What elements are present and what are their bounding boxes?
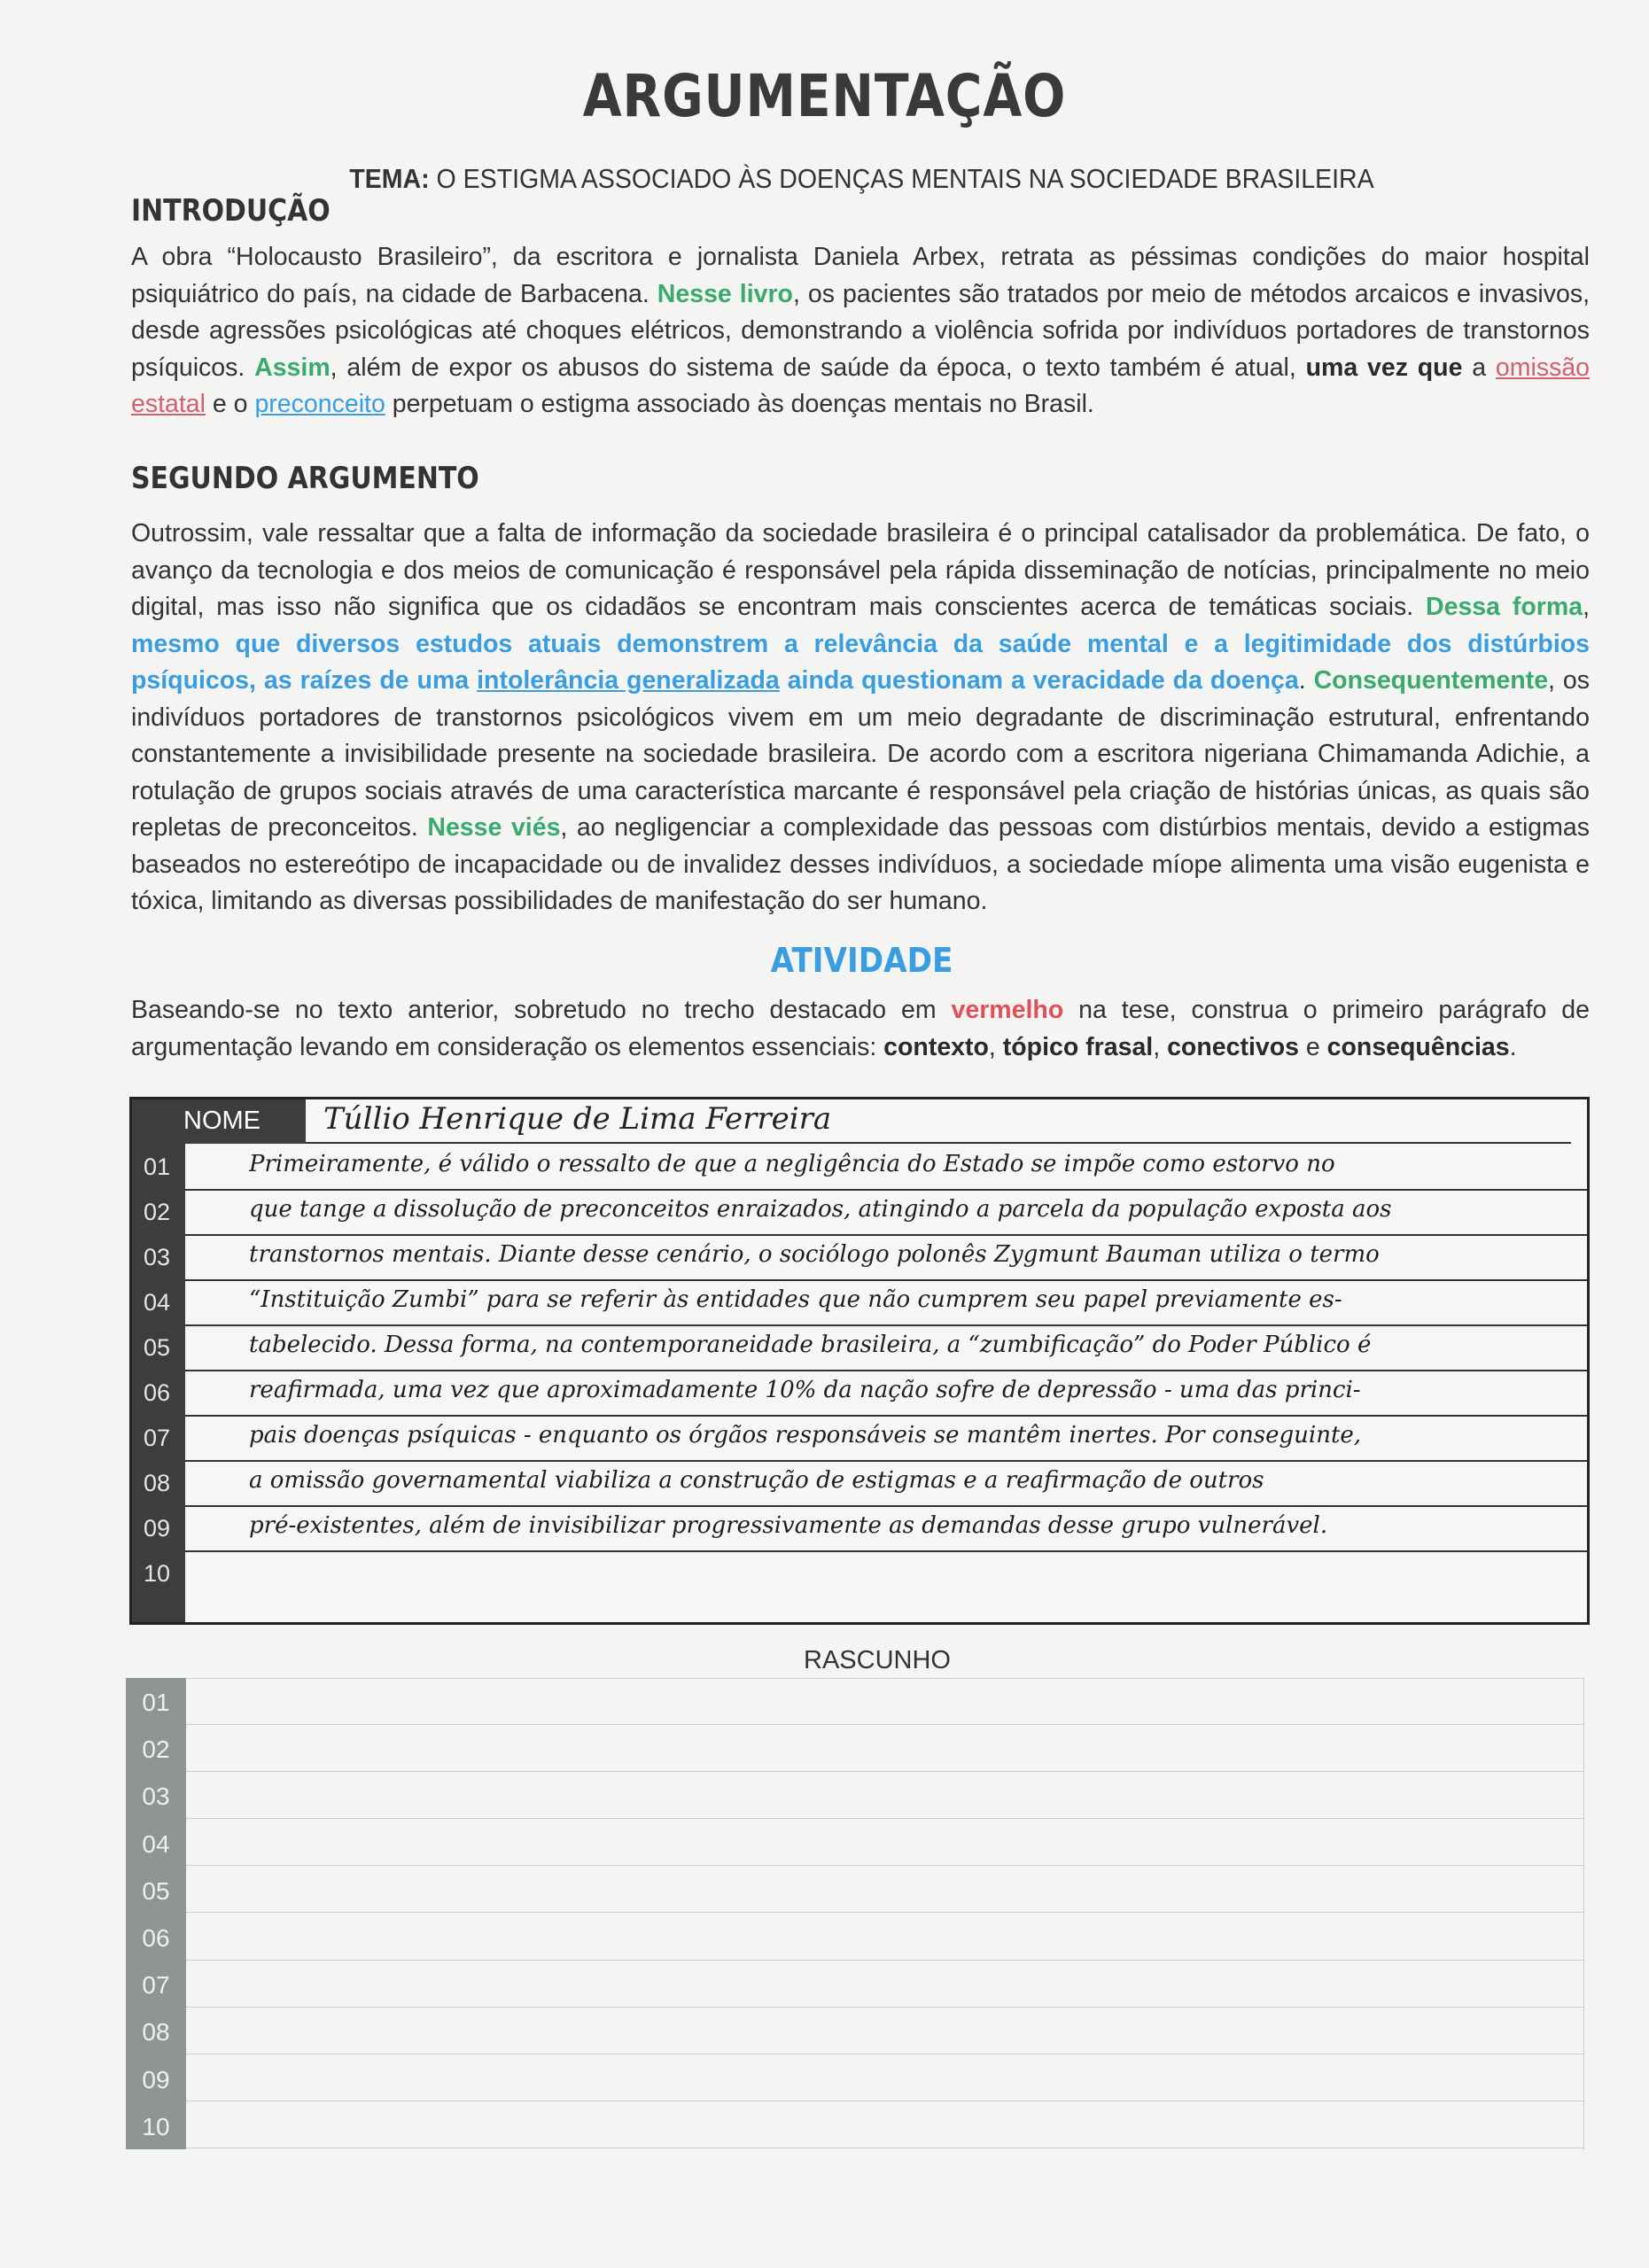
- connective: Nesse viés: [427, 813, 561, 842]
- draft-line: [186, 1678, 1584, 1725]
- draft-line: [186, 1914, 1584, 1961]
- answer-line: [185, 1279, 1587, 1326]
- draft-line: [186, 1867, 1584, 1914]
- handwritten-text: pais doenças psíquicas - enquanto os órgãos responsáveis se mantêm inertes. Por conseguinte,: [249, 1422, 1362, 1449]
- second-argument-paragraph: Outrossim, vale ressaltar que a falta de informação da sociedade brasileira é o principal catalisador da problemática. De fato, o avanço da tecnologia e dos meios de comunicação é responsável pela rápida disseminação de notícias, principalmente no meio digital, mas isso não significa que os cidadãos se encontram mais conscientes acerca de temáticas sociais. Dessa forma, mesmo que diversos estudos atuais demonstrem a relevância da saúde mental e a legitimidade dos distúrbios psíquicos, as raízes de uma intolerância generalizada ainda questionam a veracidade da doença. Consequentemente, os indivíduos portadores de transtornos psicológicos vivem em um meio degradante de discriminação estrutural, enfrentando constantemente a invisibilidade presente na sociedade brasileira. De acordo com a escritora nigeriana Chimamanda Adichie, a rotulação de grupos sociais através de uma característica marcante é responsável pela criação de histórias únicas, as quais são repletas de preconceitos. Nesse viés, ao negligenciar a complexidade das pessoas com distúrbios mentais, devido a estigmas baseados no estereótipo de incapacidade ou de invalidez desses indivíduos, a sociedade míope alimenta uma visão eugenista e tóxica, limitando as diversas possibilidades de manifestação do ser humano.: [131, 519, 1591, 915]
- handwritten-text: pré-existentes, além de invisibilizar progressivamente as demandas desse grupo vulnerável.: [249, 1512, 1328, 1539]
- line-number: 02: [143, 1199, 171, 1225]
- answer-line: [185, 1460, 1587, 1507]
- answer-line: [185, 1234, 1587, 1281]
- draft-line: [186, 1820, 1584, 1867]
- draft-line-number: 07: [142, 1971, 170, 2000]
- draft-line-number: 04: [142, 1829, 170, 1858]
- draft-line: [186, 1961, 1584, 2008]
- activity-instructions: Baseando-se no texto anterior, sobretudo no trecho destacado em vermelho na tese, construa o primeiro parágrafo de argumentação levando em consideração os elementos essenciais: contexto, tópico frasal, conectivos e consequências.: [131, 996, 1590, 1061]
- line-number: 01: [143, 1153, 171, 1180]
- line-number: 05: [143, 1334, 171, 1361]
- theme-line: [69, 163, 1649, 195]
- draft-line-number: 09: [142, 2065, 170, 2093]
- connective-bold: uma vez que: [1305, 353, 1463, 382]
- highlight-red: omissão estatal: [131, 353, 1591, 418]
- line-number: 10: [143, 1560, 171, 1587]
- draft-line-number: 08: [142, 2018, 170, 2047]
- draft-line-number: 10: [142, 2112, 170, 2140]
- name-label: NOME: [183, 1107, 261, 1135]
- connective: Assim: [254, 353, 331, 382]
- handwritten-text: tabelecido. Dessa forma, na contemporaneidade brasileira, a “zumbificação” do Poder Público é: [249, 1332, 1372, 1358]
- handwritten-text: Primeiramente, é válido o ressalto de que a negligência do Estado se impõe como estorvo no: [249, 1151, 1335, 1177]
- answer-line: [185, 1415, 1587, 1462]
- handwritten-text: a omissão governamental viabiliza a construção de estigmas e a reafirmação de outros: [249, 1467, 1264, 1494]
- answer-line: [185, 1370, 1587, 1417]
- line-number: 03: [143, 1244, 171, 1270]
- line-number: 09: [143, 1515, 171, 1542]
- handwritten-text: “Instituição Zumbi” para se referir às entidades que não cumprem seu papel previamente es-: [249, 1286, 1342, 1313]
- draft-line-number: 06: [142, 1924, 170, 1952]
- handwritten-text: reafirmada, uma vez que aproximadamente 10% da nação sofre de depressão - uma das princi-: [249, 1377, 1361, 1403]
- highlight-blue: mesmo que diversos estudos atuais demonstrem a relevância da saúde mental e a legitimidade dos distúrbios psíquicos, as raízes de uma: [131, 629, 1590, 695]
- line-number: 08: [143, 1470, 171, 1496]
- intro-paragraph: A obra “Holocausto Brasileiro”, da escritora e jornalista Daniela Arbex, retrata as péssimas condições do maior hospital psiquiátrico do país, na cidade de Barbacena. Nesse livro, os pacientes são tratados por meio de métodos arcaicos e invasivos, desde agressões psicológicas até choques elétricos, demonstrando a violência sofrida por indivíduos portadores de transtornos psíquicos. Assim, além de expor os abusos do sistema de saúde da época, o texto também é atual, uma vez que a omissão estatal e o preconceito perpetuam o estigma associado às doenças mentais no Brasil.: [131, 243, 1591, 418]
- answer-line: [185, 1144, 1587, 1191]
- connective: Nesse livro: [657, 279, 793, 308]
- intro-heading: INTRODUÇÃO: [131, 193, 331, 229]
- draft-line-number: 02: [142, 1736, 170, 1764]
- theme-text: O ESTIGMA ASSOCIADO ÀS DOENÇAS MENTAIS NA SOCIEDADE BRASILEIRA: [429, 163, 1374, 194]
- draft-line-number: 01: [142, 1689, 170, 1716]
- student-name-handwritten: Túllio Henrique de Lima Ferreira: [323, 1101, 832, 1137]
- answer-line: [185, 1189, 1587, 1236]
- answer-line: [185, 1550, 1587, 1596]
- draft-title: RASCUNHO: [804, 1646, 951, 1674]
- draft-line: [186, 2102, 1584, 2149]
- connective: Dessa forma: [1426, 593, 1583, 621]
- handwritten-text: que tange a dissolução de preconceitos enraizados, atingindo a parcela da população exposta aos: [249, 1196, 1392, 1223]
- answer-line: [185, 1324, 1587, 1371]
- highlight-blue: preconceito: [254, 390, 385, 418]
- theme-label: TEMA:: [349, 163, 430, 194]
- draft-line: [186, 1725, 1584, 1772]
- draft-line-number: 03: [142, 1783, 170, 1811]
- handwritten-text: transtornos mentais. Diante desse cenário, o sociólogo polonês Zygmunt Bauman utiliza o termo: [249, 1241, 1380, 1268]
- highlight-blue: ainda questionam a veracidade da doença: [779, 666, 1299, 695]
- activity-heading: ATIVIDADE: [770, 941, 953, 980]
- draft-line-number: 05: [142, 1876, 170, 1905]
- draft-area: [126, 1678, 1584, 2149]
- draft-line: [186, 1772, 1584, 1819]
- line-number: 04: [143, 1289, 171, 1316]
- highlight-blue-underlined: intolerância generalizada: [477, 666, 780, 695]
- draft-line: [186, 2008, 1584, 2054]
- answer-line: [185, 1505, 1587, 1552]
- line-number: 06: [143, 1379, 171, 1406]
- line-number: 07: [143, 1425, 171, 1451]
- second-argument-heading: SEGUNDO ARGUMENTO: [131, 461, 479, 496]
- answer-sheet: [129, 1097, 1590, 1625]
- draft-line: [186, 2055, 1584, 2102]
- connective: Consequentemente: [1313, 666, 1549, 695]
- highlight-red-word: vermelho: [951, 996, 1064, 1024]
- page-title: ARGUMENTAÇÃO: [582, 62, 1067, 130]
